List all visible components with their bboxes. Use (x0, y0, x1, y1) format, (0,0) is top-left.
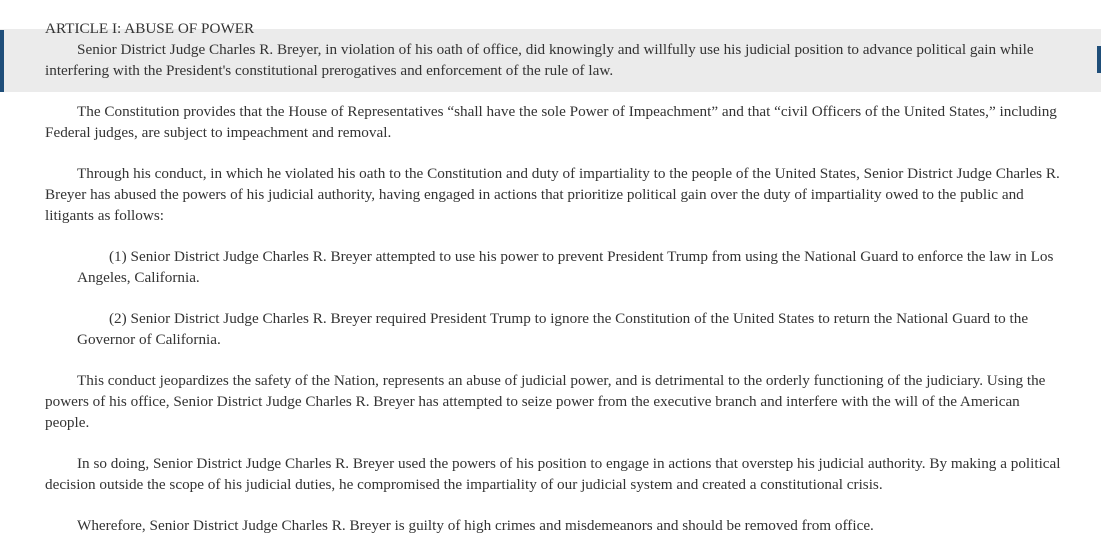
list-item-2: (2) Senior District Judge Charles R. Breyer required President Trump to ignore the Constitution of the United States to return the National Guard to the Governor of California. (77, 310, 1029, 348)
paragraph-wherefore: Wherefore, Senior District Judge Charles R. Breyer is guilty of high crimes and misdemeanors and should be removed from office. (77, 517, 874, 534)
paragraph-highlighted[interactable]: Senior District Judge Charles R. Breyer, in violation of his oath of office, did knowingly and willfully use his judicial position to advance political gain while interfering with the President's constitutional prerogatives and enforcement of the rule of law. (45, 41, 1034, 79)
article-heading: ARTICLE I: ABUSE OF POWER (45, 20, 255, 37)
paragraph-constitution: The Constitution provides that the House of Representatives “shall have the sole Power of Impeachment” and that “civil Officers of the United States,” including Federal judges, are subject to impeachment and removal. (45, 103, 1057, 141)
paragraph-in-so-doing: In so doing, Senior District Judge Charles R. Breyer used the powers of his position to engage in actions that overstep his judicial authority. By making a political decision outside the scope of his judicial duties, he compromised the impartiality of our judicial system and created a constitutional crisis. (45, 455, 1061, 493)
list-item-1: (1) Senior District Judge Charles R. Breyer attempted to use his power to prevent President Trump from using the National Guard to enforce the law in Los Angeles, California. (77, 248, 1054, 286)
paragraph-conduct: Through his conduct, in which he violated his oath to the Constitution and duty of impartiality to the people of the United States, Senior District Judge Charles R. Breyer has abused the powers of his judicial authority, having engaged in actions that prioritize political gain over the duty of impartiality owed to the public and litigants as follows: (45, 165, 1060, 224)
paragraph-jeopardizes: This conduct jeopardizes the safety of the Nation, represents an abuse of judicial power, and is detrimental to the orderly functioning of the judiciary. Using the powers of his office, Senior District Judge Charles R. Breyer has attempted to seize power from the executive branch and interfere with the will of the American people. (45, 372, 1046, 431)
highlight-marker-right (1097, 46, 1101, 73)
highlight-marker-left (0, 30, 4, 92)
